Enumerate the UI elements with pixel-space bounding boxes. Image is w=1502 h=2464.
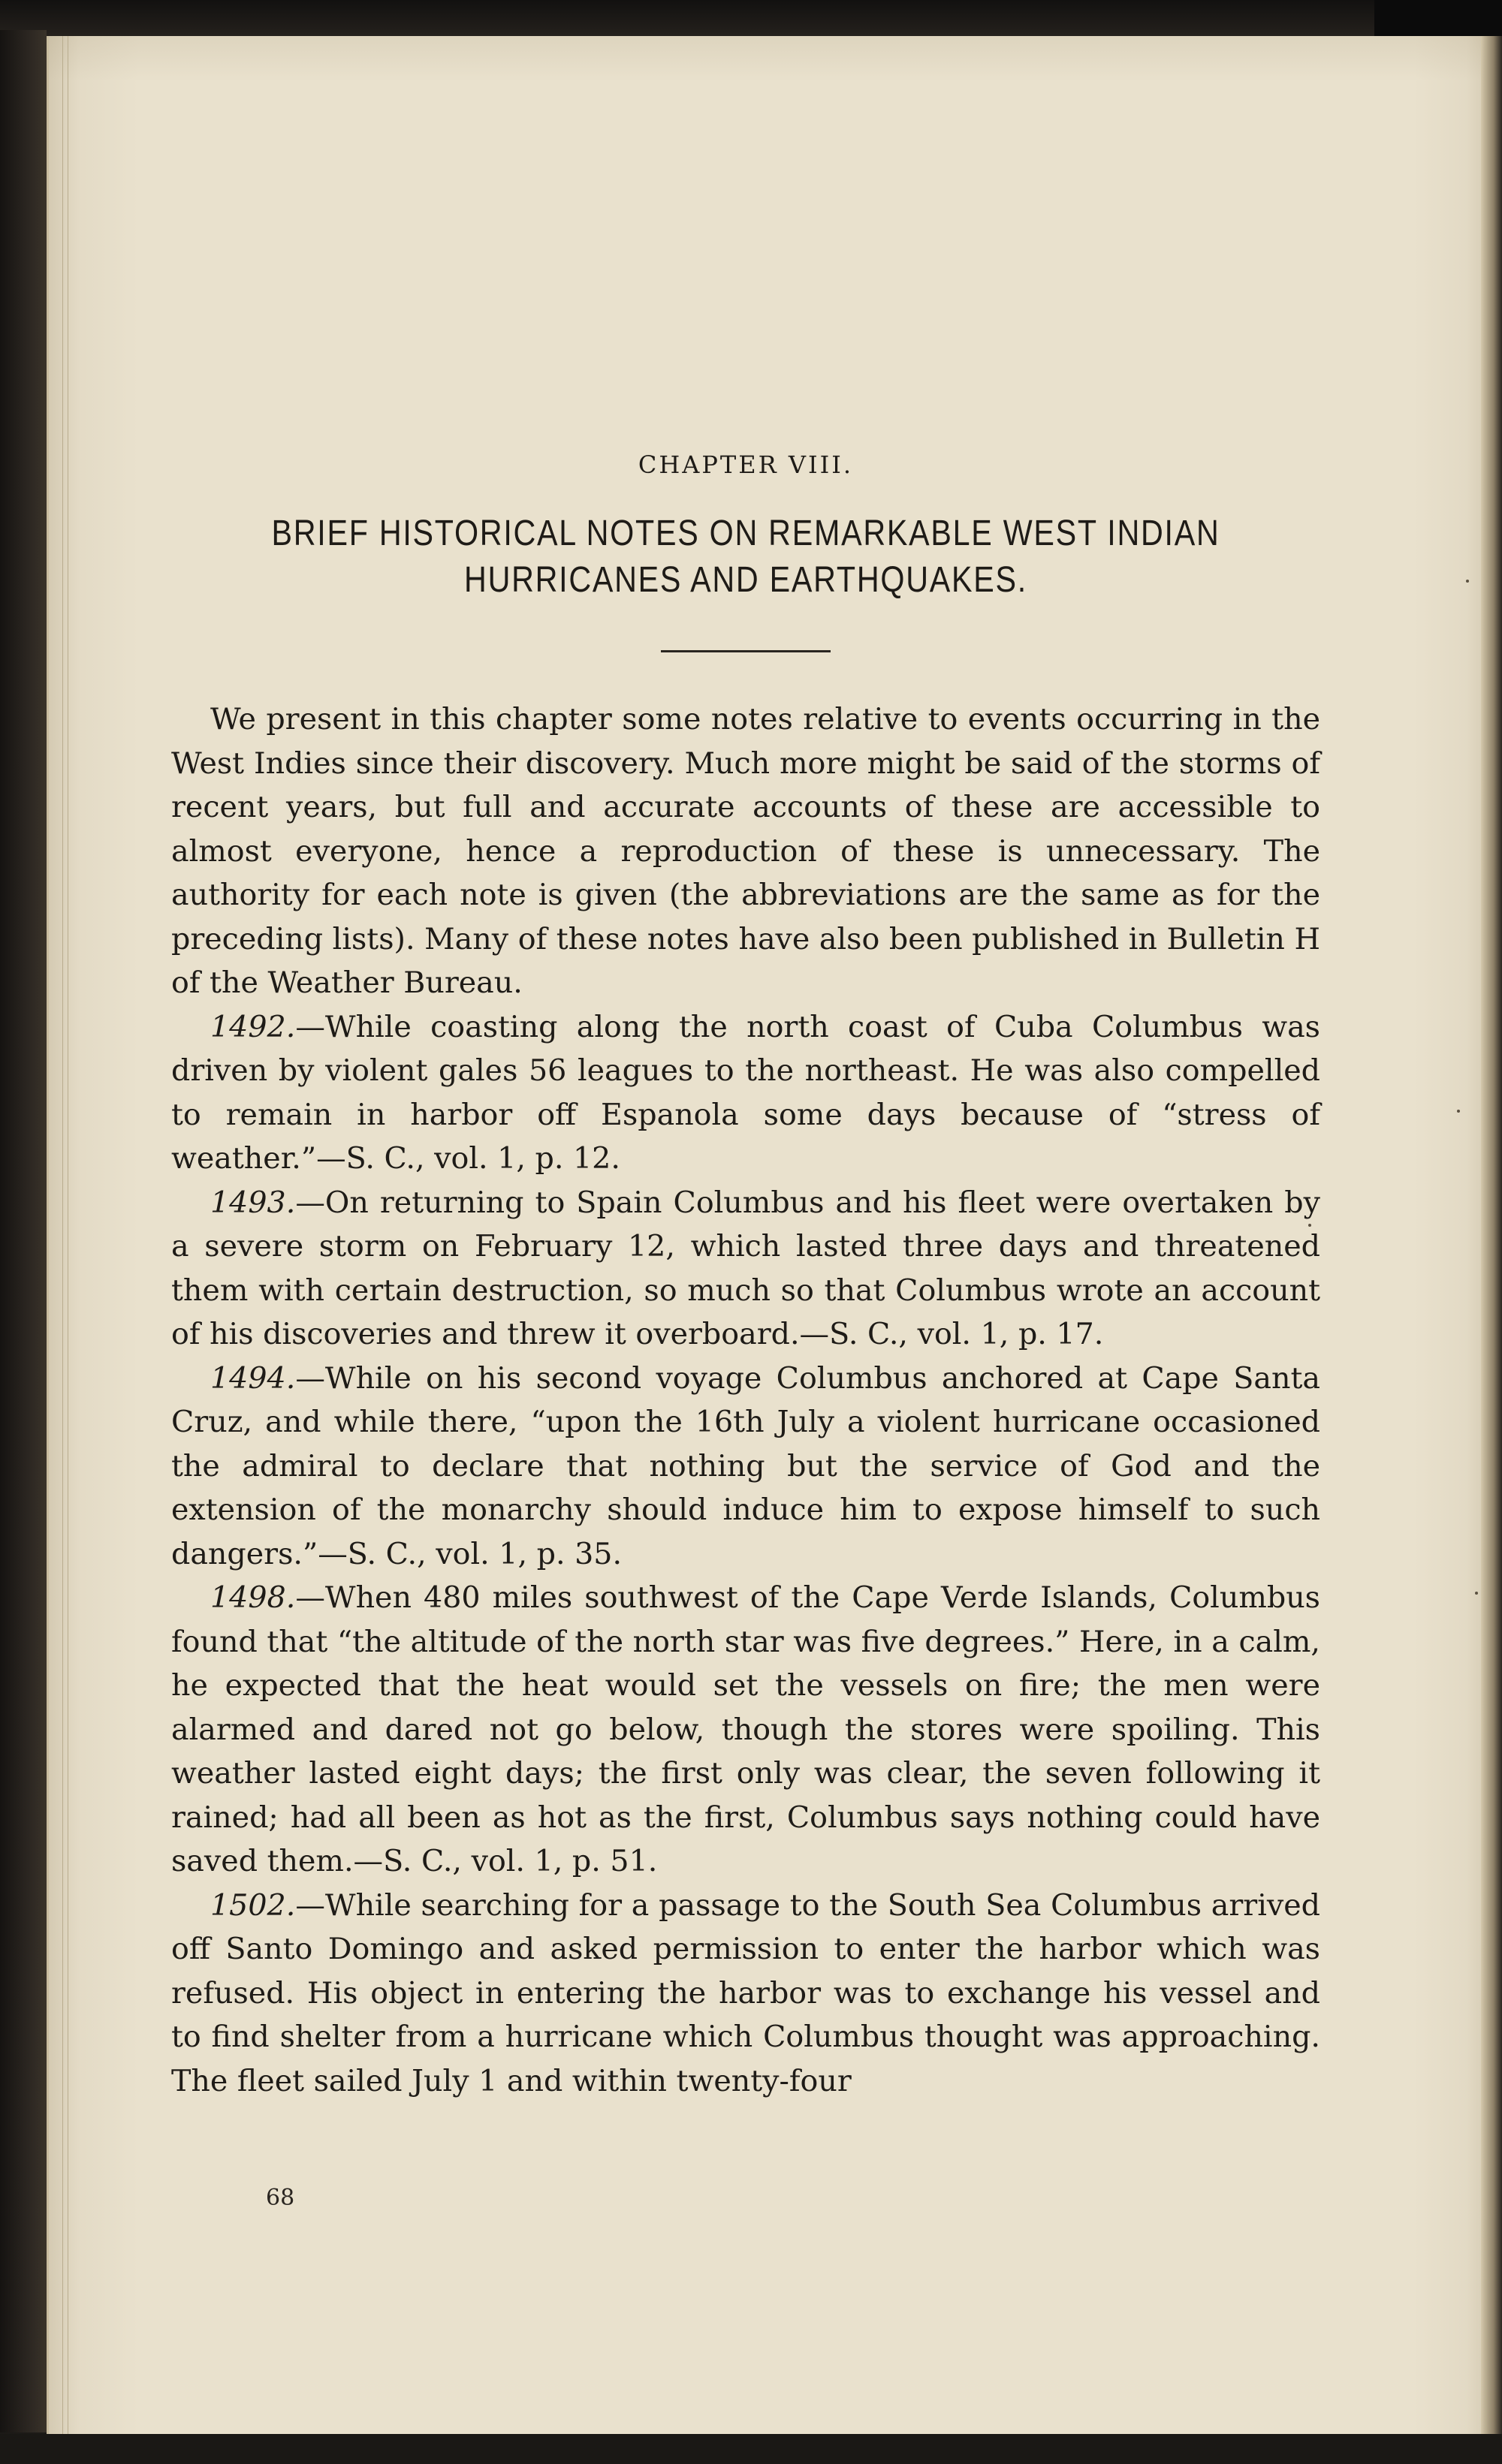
entry-year: 1502.	[210, 1887, 296, 1923]
chapter-title-line-1: BRIEF HISTORICAL NOTES ON REMARKABLE WEST INDIAN	[271, 514, 1220, 553]
entry-text: —On returning to Spain Columbus and his fleet were overtaken by a severe storm on February 12, which lasted three days and threatened them with certain destruction, so much so that Columbus wrote an account of his discoveries and threw it overboard.—S. C., vol. 1, p. 17.	[171, 1185, 1320, 1351]
page-content	[171, 450, 1320, 2103]
entry-year: 1498.	[210, 1580, 296, 1615]
entry-year: 1493.	[210, 1185, 296, 1220]
entry-year: 1492.	[210, 1009, 296, 1044]
entry-text: —While searching for a passage to the South Sea Columbus arrived off Santo Domingo and asked permission to enter the harbor which was refused. His object in entering the harbor was to exchange his vessel and to find shelter from a hurricane which Columbus thought was approaching. The fleet sailed July 1 and within twenty-four	[171, 1887, 1320, 2098]
entry-paragraph	[171, 1005, 1320, 1181]
margin-speck	[1466, 580, 1469, 583]
chapter-heading: CHAPTER VIII.	[638, 450, 854, 479]
scan-bottom-border	[0, 2434, 1502, 2464]
entry-paragraph	[171, 1884, 1320, 2104]
margin-speck	[1308, 1224, 1311, 1227]
page-right-edge	[1481, 36, 1502, 2438]
entry-paragraph	[171, 1576, 1320, 1884]
entry-text: —While coasting along the north coast of Cuba Columbus was driven by violent gales 56 leagues to the northeast. He was also compelled to remain in harbor off Espanola some days because of “stress of weather.”—S. C., vol. 1, p. 12.	[171, 1009, 1320, 1176]
margin-speck	[1475, 1592, 1478, 1595]
page-stack-edge	[62, 36, 68, 2438]
entry-paragraph	[171, 1181, 1320, 1357]
page-number: 68	[266, 2185, 295, 2211]
entry-year: 1494.	[210, 1360, 296, 1396]
entry-text: —When 480 miles southwest of the Cape Verde Islands, Columbus found that “the altitude of the north star was five degrees.” Here, in a calm, he expected that the heat would set the vessels on fire; the men were alarmed and dared not go below, though the stores were spoiling. This weather lasted eight days; the first only was clear, the seven following it rained; had all been as hot as the first, Columbus says nothing could have saved them.—S. C., vol. 1, p. 51.	[171, 1580, 1320, 1878]
title-divider-rule	[661, 650, 831, 652]
intro-paragraph: We present in this chapter some notes relative to events occurring in the West Indies since their discovery. Much more might be said of the storms of recent years, but full and accurate accounts of these are accessible to almost everyone, hence a reproduction of these is unnecessary. The authority for each note is given (the abbreviations are the same as for the preceding lists). Many of these notes have also been published in Bulletin H of the Weather Bureau.	[171, 702, 1320, 1000]
chapter-title	[171, 511, 1320, 604]
book-spine-edge	[0, 30, 47, 2432]
entry-text: —While on his second voyage Columbus anchored at Cape Santa Cruz, and while there, “upon the 16th July a violent hurricane occasioned the admiral to declare that nothing but the service of God and the extension of the monarchy should induce him to expose himself to such dangers.”—S. C., vol. 1, p. 35.	[171, 1360, 1320, 1571]
chapter-title-line-2: HURRICANES AND EARTHQUAKES.	[464, 560, 1027, 600]
margin-speck	[1457, 1110, 1460, 1113]
entry-paragraph	[171, 1357, 1320, 1577]
